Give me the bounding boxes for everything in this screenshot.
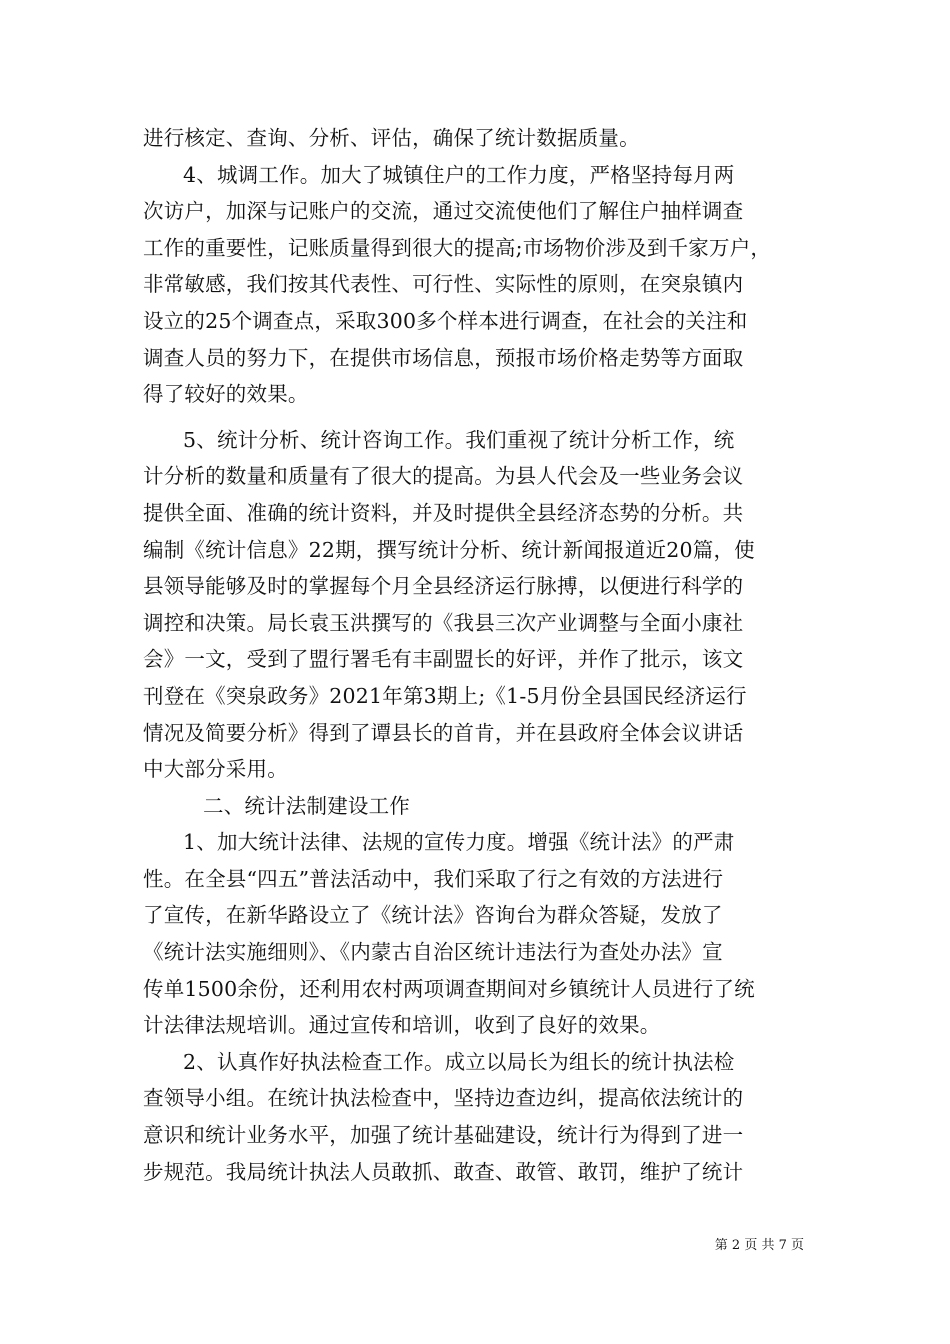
- text-line: 刊登在《突泉政务》2021年第3期上;《1-5月份全县国民经济运行: [143, 683, 747, 708]
- section-heading: 二、统计法制建设工作: [203, 793, 410, 818]
- text-line: 性。在全县“四五”普法活动中，我们采取了行之有效的方法进行: [143, 866, 724, 891]
- text-line: 《统计法实施细则》、《内蒙古自治区统计违法行为查处办法》宣: [143, 940, 723, 965]
- text-line: 进行核定、查询、分析、评估，确保了统计数据质量。: [143, 126, 640, 150]
- text-line: 得了较好的效果。: [143, 382, 309, 407]
- text-line: 情况及简要分析》得到了谭县长的首肯，并在县政府全体会议讲话: [143, 720, 744, 745]
- text-line: 查领导小组。在统计执法检查中，坚持边查边纠，提高依法统计的: [143, 1086, 744, 1111]
- text-line: 意识和统计业务水平，加强了统计基础建设，统计行为得到了进一: [143, 1123, 744, 1148]
- text-line: 设立的25个调查点，采取300多个样本进行调查，在社会的关注和: [143, 308, 748, 333]
- text-line: 次访户，加深与记账户的交流，通过交流使他们了解住户抽样调查: [143, 199, 744, 224]
- text-line: 2、认真作好执法检查工作。成立以局长为组长的统计执法检: [183, 1049, 735, 1074]
- text-line: 工作的重要性，记账质量得到很大的提高;市场物价涉及到千家万户，: [143, 235, 772, 260]
- text-line: 了宣传，在新华路设立了《统计法》咨询台为群众答疑，发放了: [143, 903, 723, 928]
- text-line: 5、统计分析、统计咨询工作。我们重视了统计分析工作，统: [183, 427, 735, 452]
- text-line: 县领导能够及时的掌握每个月全县经济运行脉搏，以便进行科学的: [143, 574, 744, 599]
- text-line: 提供全面、准确的统计资料，并及时提供全县经济态势的分析。共: [143, 500, 744, 525]
- text-line: 会》一文，受到了盟行署毛有丰副盟长的好评，并作了批示，该文: [143, 647, 744, 672]
- text-line: 中大部分采用。: [143, 757, 288, 782]
- text-line: 传单1500余份，还利用农村两项调查期间对乡镇统计人员进行了统: [143, 976, 755, 1001]
- text-line: 计分析的数量和质量有了很大的提高。为县人代会及一些业务会议: [143, 464, 744, 489]
- text-line: 调查人员的努力下，在提供市场信息，预报市场价格走势等方面取: [143, 345, 744, 370]
- text-line: 4、城调工作。加大了城镇住户的工作力度，严格坚持每月两: [183, 162, 735, 187]
- text-line: 1、加大统计法律、法规的宣传力度。增强《统计法》的严肃: [183, 830, 735, 855]
- text-line: 步规范。我局统计执法人员敢抓、敢查、敢管、敢罚，维护了统计: [143, 1159, 744, 1184]
- text-line: 编制《统计信息》22期，撰写统计分析、统计新闻报道近20篇，使: [143, 537, 755, 562]
- page-number: 第 2 页 共 7 页: [714, 1238, 804, 1253]
- text-line: 非常敏感，我们按其代表性、可行性、实际性的原则，在突泉镇内: [143, 272, 744, 297]
- body-text: [143, 120, 813, 1190]
- text-line: 计法律法规培训。通过宣传和培训，收到了良好的效果。: [143, 1013, 661, 1038]
- text-line: 调控和决策。局长袁玉洪撰写的《我县三次产业调整与全面小康社: [143, 610, 744, 635]
